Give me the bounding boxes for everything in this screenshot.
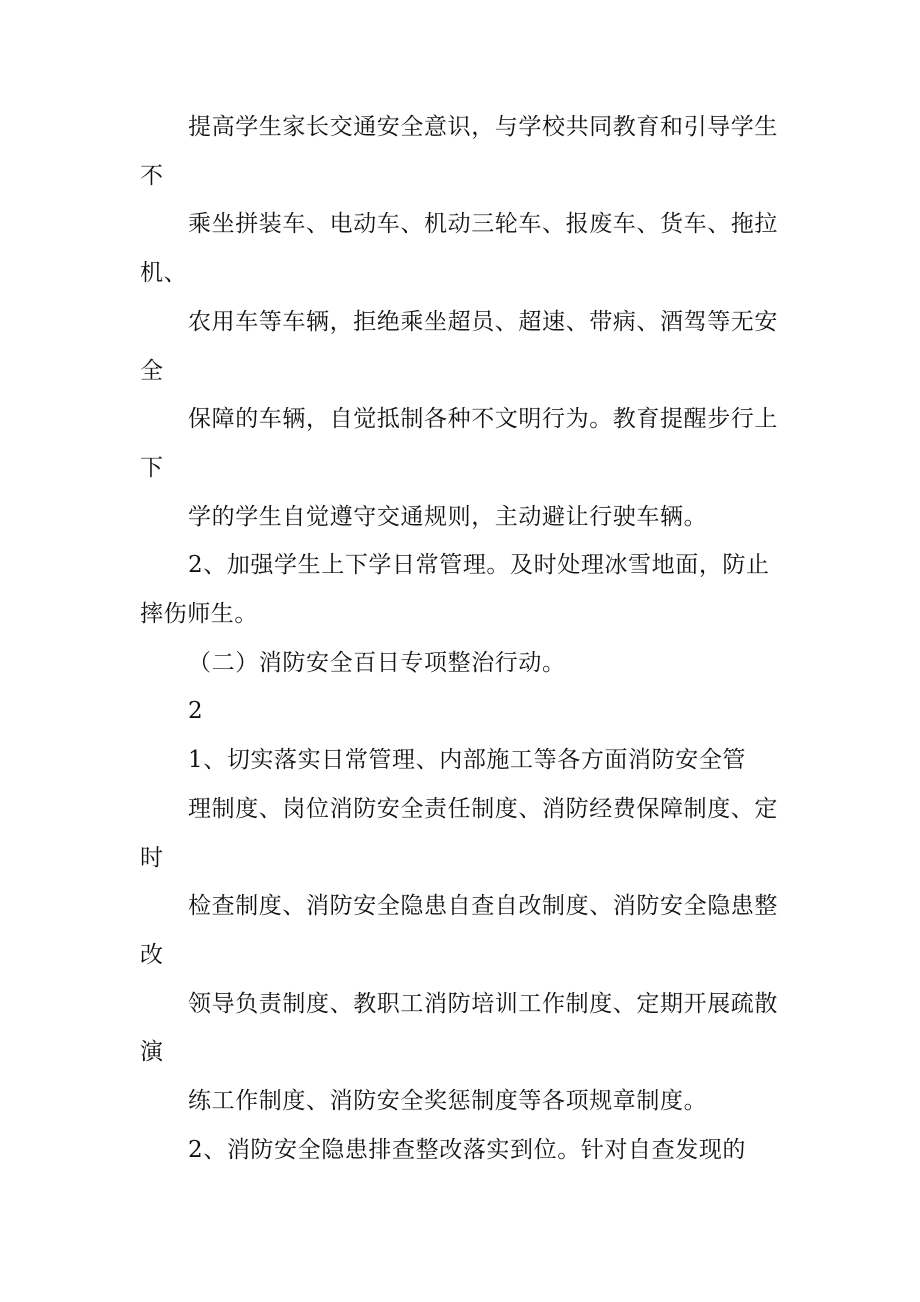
paragraph-9: 检查制度、消防安全隐患自查自改制度、消防安全隐患整改 (140, 893, 778, 968)
paragraph-10: 领导负责制度、教职工消防培训工作制度、定期开展疏散演 (140, 990, 778, 1066)
section-heading: （二）消防安全百日专项整治行动。 (188, 649, 566, 676)
paragraph-6: 2、加强学生上下学日常管理。及时处理冰雪地面，防止摔伤师生。 (140, 552, 770, 628)
paragraph-1: 提高学生家长交通安全意识，与学校共同教育和引导学生不 (140, 114, 778, 189)
paragraph-5: 学的学生自觉遵守交通规则，主动避让行驶车辆。 (188, 503, 708, 530)
paragraph-12: 2、消防安全隐患排查整改落实到位。针对自查发现的 (188, 1136, 747, 1163)
document-body (140, 103, 780, 1174)
paragraph-number: 2 (188, 698, 204, 725)
paragraph-3: 农用车等车辆，拒绝乘坐超员、超速、带病、酒驾等无安全 (140, 308, 778, 384)
paragraph-11: 练工作制度、消防安全奖惩制度等各项规章制度。 (188, 1088, 708, 1115)
paragraph-2: 乘坐拼装车、电动车、机动三轮车、报废车、货车、拖拉机、 (140, 211, 778, 287)
paragraph-8: 理制度、岗位消防安全责任制度、消防经费保障制度、定时 (140, 795, 778, 871)
paragraph-4: 保障的车辆，自觉抵制各种不文明行为。教育提醒步行上下 (140, 406, 778, 481)
paragraph-7: 1、切实落实日常管理、内部施工等各方面消防安全管 (188, 747, 747, 774)
